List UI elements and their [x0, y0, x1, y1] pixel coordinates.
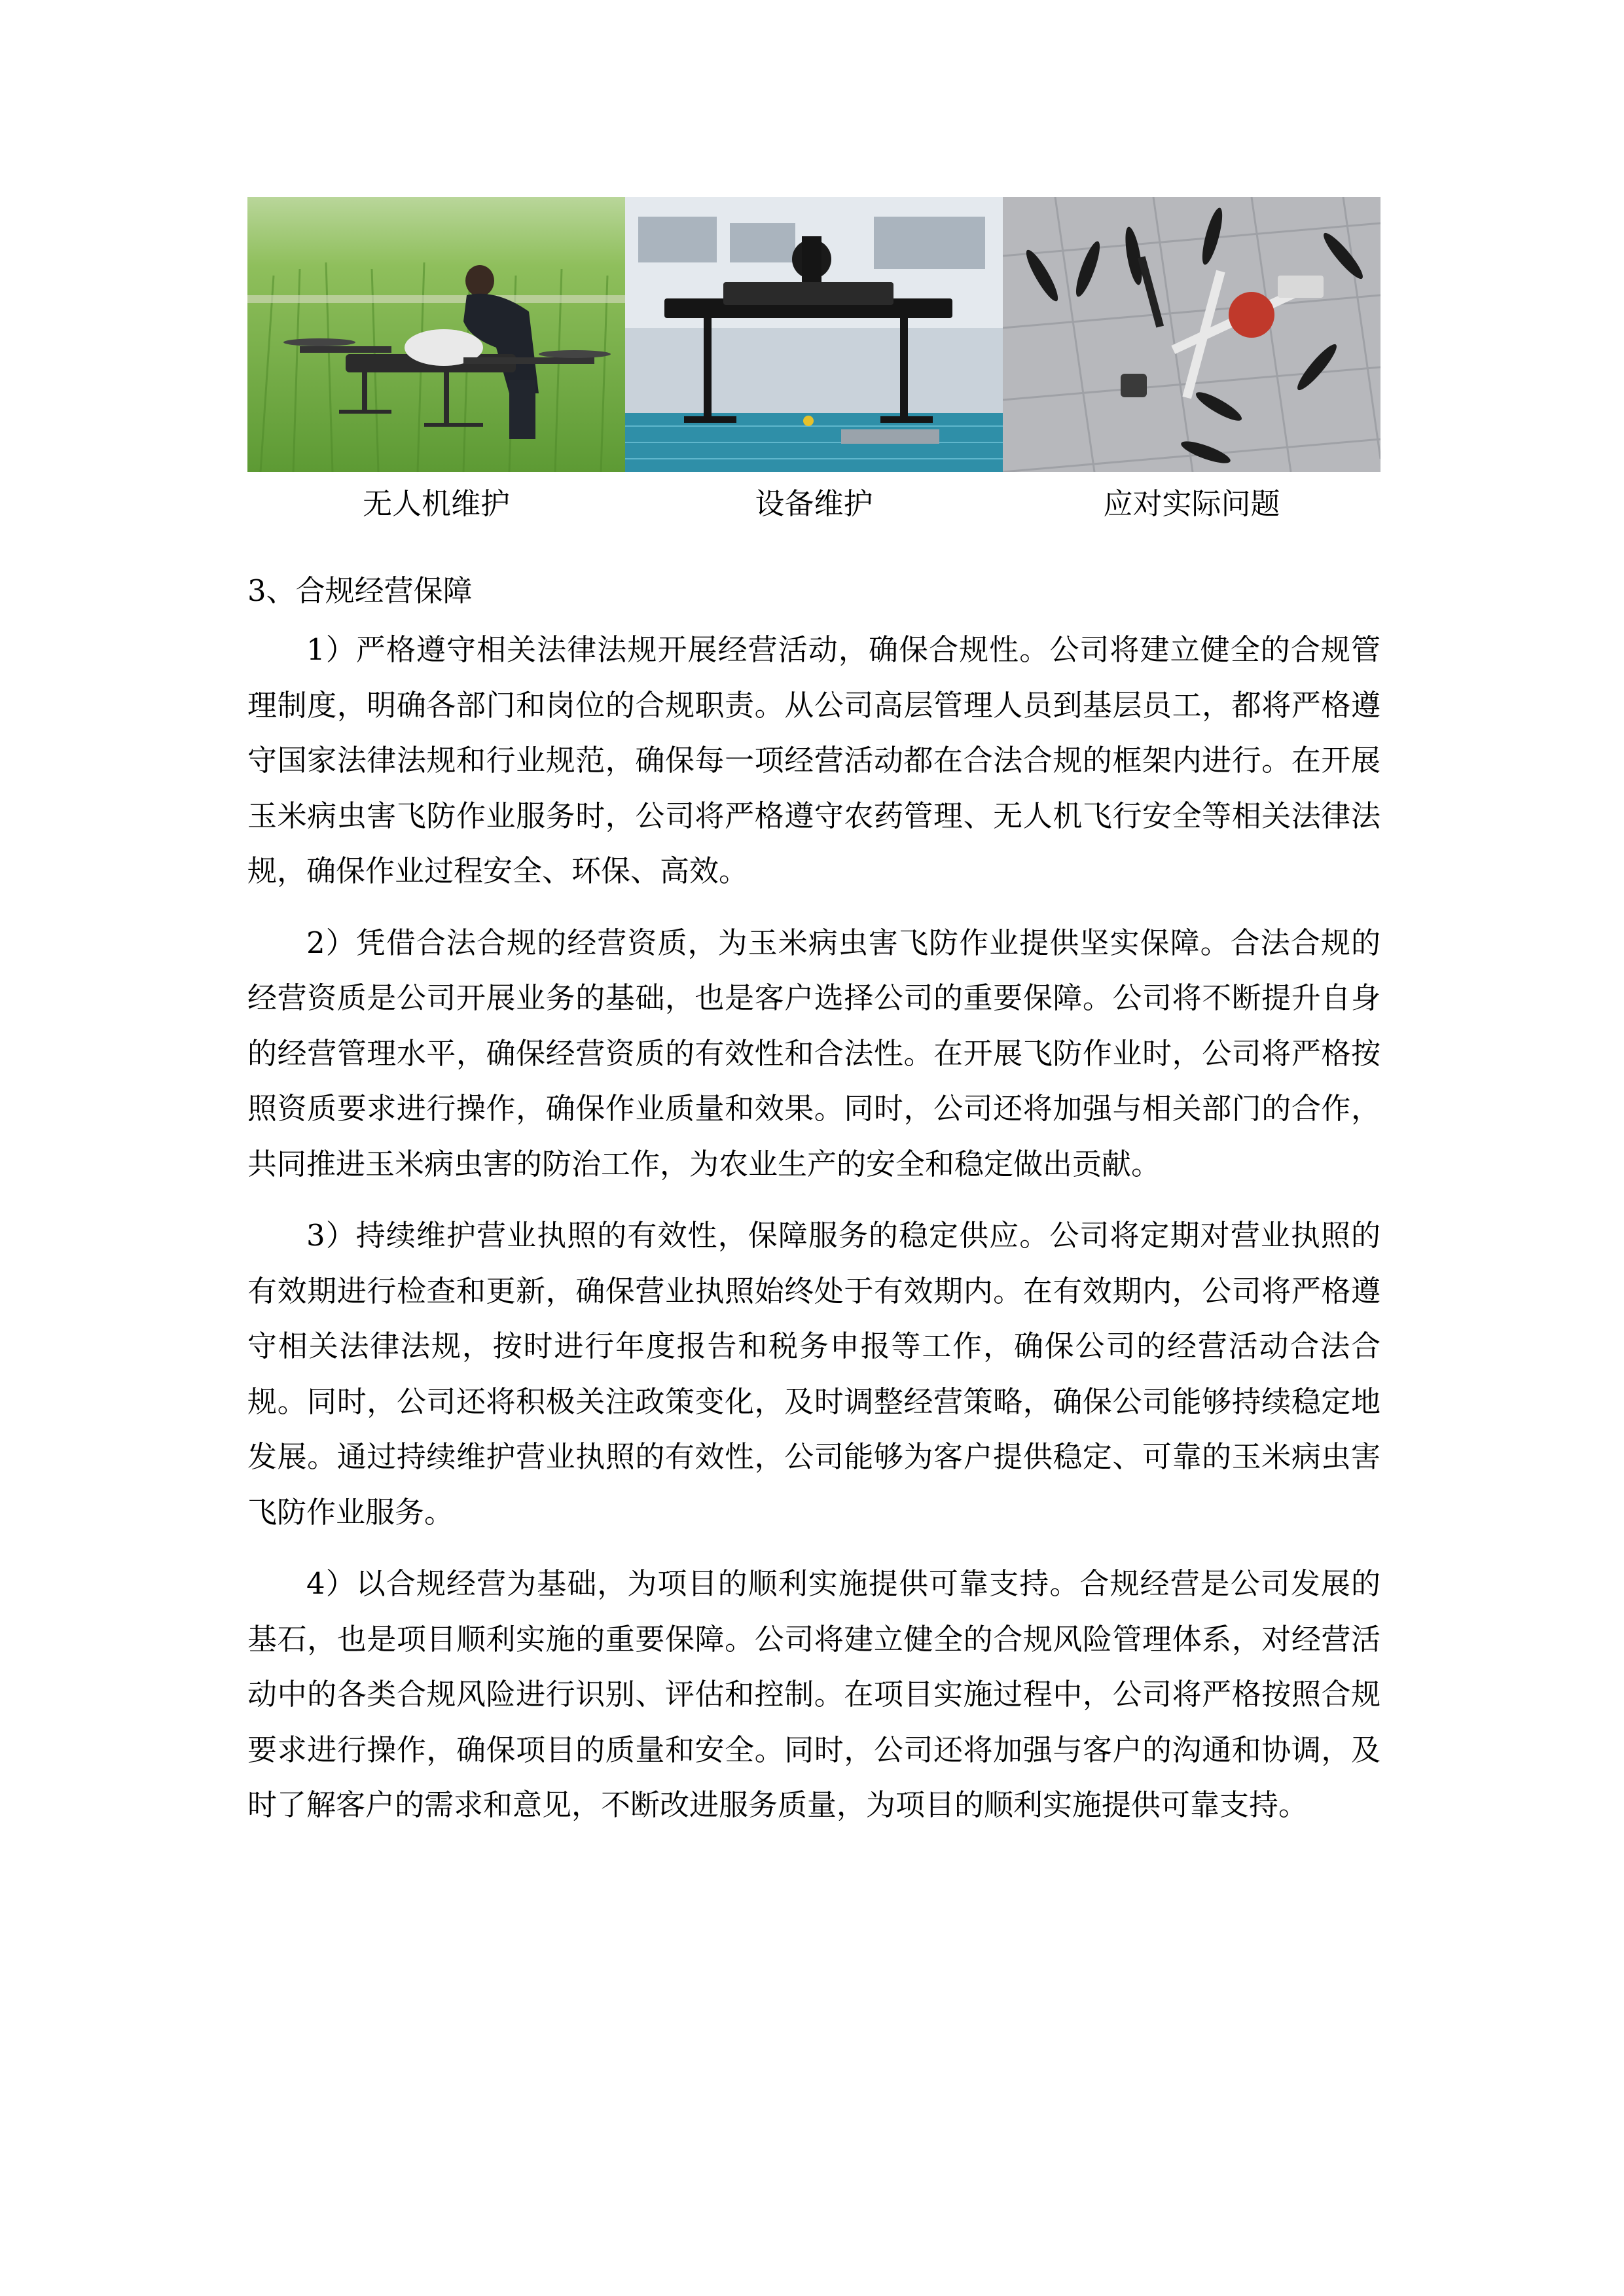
figure-caption: 应对实际问题	[1103, 486, 1280, 521]
drone-parts-image	[1003, 197, 1380, 472]
figure-caption: 设备维护	[755, 486, 873, 521]
figure-caption: 无人机维护	[362, 486, 510, 521]
drone-field-image	[247, 197, 625, 472]
paragraph: 4）以合规经营为基础，为项目的顺利实施提供可靠支持。合规经营是公司发展的基石，也是项目顺利实施的重要保障。公司将建立健全的合规风险管理体系，对经营活动中的各类合规风险进行识别、评估和控制。在项目实施过程中，公司将严格按照合规要求进行操作，确保项目的质量和安全。同时，公司还将加强与客户的沟通和协调，及时了解客户的需求和意见，不断改进服务质量，为项目的顺利实施提供可靠支持。	[247, 1566, 1380, 1822]
drone-workbench-image	[625, 197, 1003, 472]
figure-row	[247, 197, 1380, 472]
paragraph: 1）严格遵守相关法律法规开展经营活动，确保合规性。公司将建立健全的合规管理制度，明确各部门和岗位的合规职责。从公司高层管理人员到基层员工，都将严格遵守国家法律法规和行业规范，确保每一项经营活动都在合法合规的框架内进行。在开展玉米病虫害飞防作业服务时，公司将严格遵守农药管理、无人机飞行安全等相关法律法规，确保作业过程安全、环保、高效。	[247, 632, 1380, 888]
paragraph: 2）凭借合法合规的经营资质，为玉米病虫害飞防作业提供坚实保障。合法合规的经营资质是公司开展业务的基础，也是客户选择公司的重要保障。公司将不断提升自身的经营管理水平，确保经营资质的有效性和合法性。在开展飞防作业时，公司将严格按照资质要求进行操作，确保作业质量和效果。同时，公司还将加强与相关部门的合作，共同推进玉米病虫害的防治工作，为农业生产的安全和稳定做出贡献。	[247, 925, 1380, 1181]
section-heading: 3、合规经营保障	[247, 573, 473, 608]
figure-captions	[247, 481, 1380, 527]
body-text	[247, 622, 1380, 1850]
drone-workbench-photo	[625, 197, 1003, 472]
drone-field-maintenance-photo	[247, 197, 625, 472]
paragraph: 3）持续维护营业执照的有效性，保障服务的稳定供应。公司将定期对营业执照的有效期进行检查和更新，确保营业执照始终处于有效期内。在有效期内，公司将严格遵守相关法律法规，按时进行年度报告和税务申报等工作，确保公司的经营活动合法合规。同时，公司还将积极关注政策变化，及时调整经营策略，确保公司能够持续稳定地发展。通过持续维护营业执照的有效性，公司能够为客户提供稳定、可靠的玉米病虫害飞防作业服务。	[247, 1218, 1380, 1530]
drone-parts-on-floor-photo	[1003, 197, 1380, 472]
